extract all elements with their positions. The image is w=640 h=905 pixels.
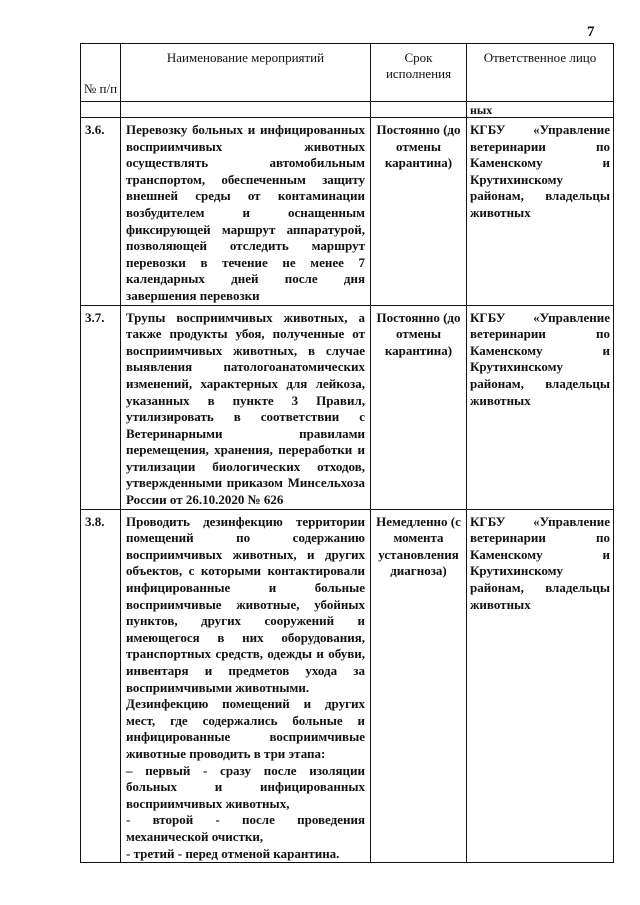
table-header-row [81,44,614,102]
carryover-term-cell [371,102,467,118]
description-paragraph: Трупы восприимчивых животных, а также продукты убоя, полученные от восприимчивых животных, в случае выявления патологоанатомических изменений, характерных для лейкоза, указанных в пункте 3 Правил, утилизировать в соответствии с Ветеринарными правилами перемещения, хранения, переработки и утилизации биологических отходов, утвержденными приказом Минсельхоза России от 26.10.2020 № 626 [126,309,365,508]
description-paragraph: Проводить дезинфекцию территории помещений по содержанию восприимчивых животных, и других объектов, с которыми контактировали инфицированные и больные восприимчивые животные, убойных пунктов, других сооружений и имеющегося в них оборудования, транспортных средств, одежды и обуви, инвентаря и предметов ухода за восприимчивыми животными. [126,513,365,695]
page-number: 7 [587,24,595,40]
row-term: Постоянно (до отмены карантина) [371,305,467,509]
description-paragraph: Дезинфекцию помещений и других мест, где содержались больные и инфицированные восприимчивые животные проводить в три этапа: [126,696,365,761]
carryover-num-cell [81,102,121,118]
description-paragraph: Перевозку больных и инфицированных восприимчивых животных осуществлять автомобильным транспортом, обеспеченным защиту внешней среды от контаминации возбудителем и оснащенным фиксирующей маршрут аппаратурой, позволяющей отследить маршрут перевозки в течение не менее 7 календарных дней после дня завершения перевозки [126,122,365,303]
row-responsible: КГБУ «Управление ветеринарии по Каменскому и Крутихинскому районам, владельцы животных [467,118,614,306]
row-responsible: КГБУ «Управление ветеринарии по Каменскому и Крутихинскому районам, владельцы животных [467,509,614,862]
stage-item: – первый - сразу после изоляции больных и инфицированных восприимчивых животных, [126,762,365,811]
row-description [121,509,371,862]
row-description [121,118,371,306]
header-num: № п/п [81,44,121,102]
table-row [81,509,614,862]
header-name: Наименование мероприятий [121,44,371,102]
carryover-responsible: ных [467,102,614,118]
measures-table [80,43,614,863]
table-row [81,305,614,509]
row-number: 3.6. [81,118,121,306]
carryover-name-cell [121,102,371,118]
row-term: Постоянно (до отмены карантина) [371,118,467,306]
table-row [81,118,614,306]
row-number: 3.7. [81,305,121,509]
stage-item: - второй - после проведения механической очистки, [126,812,365,844]
row-responsible: КГБУ «Управление ветеринарии по Каменскому и Крутихинскому районам, владельцы животных [467,305,614,509]
header-responsible: Ответственное лицо [467,44,614,102]
row-term: Немедленно (с момента установления диагноза) [371,509,467,862]
header-term: Срок исполнения [371,44,467,102]
carryover-row [81,102,614,118]
row-description [121,305,371,509]
stage-item: - третий - перед отменой карантина. [126,845,340,861]
row-number: 3.8. [81,509,121,862]
